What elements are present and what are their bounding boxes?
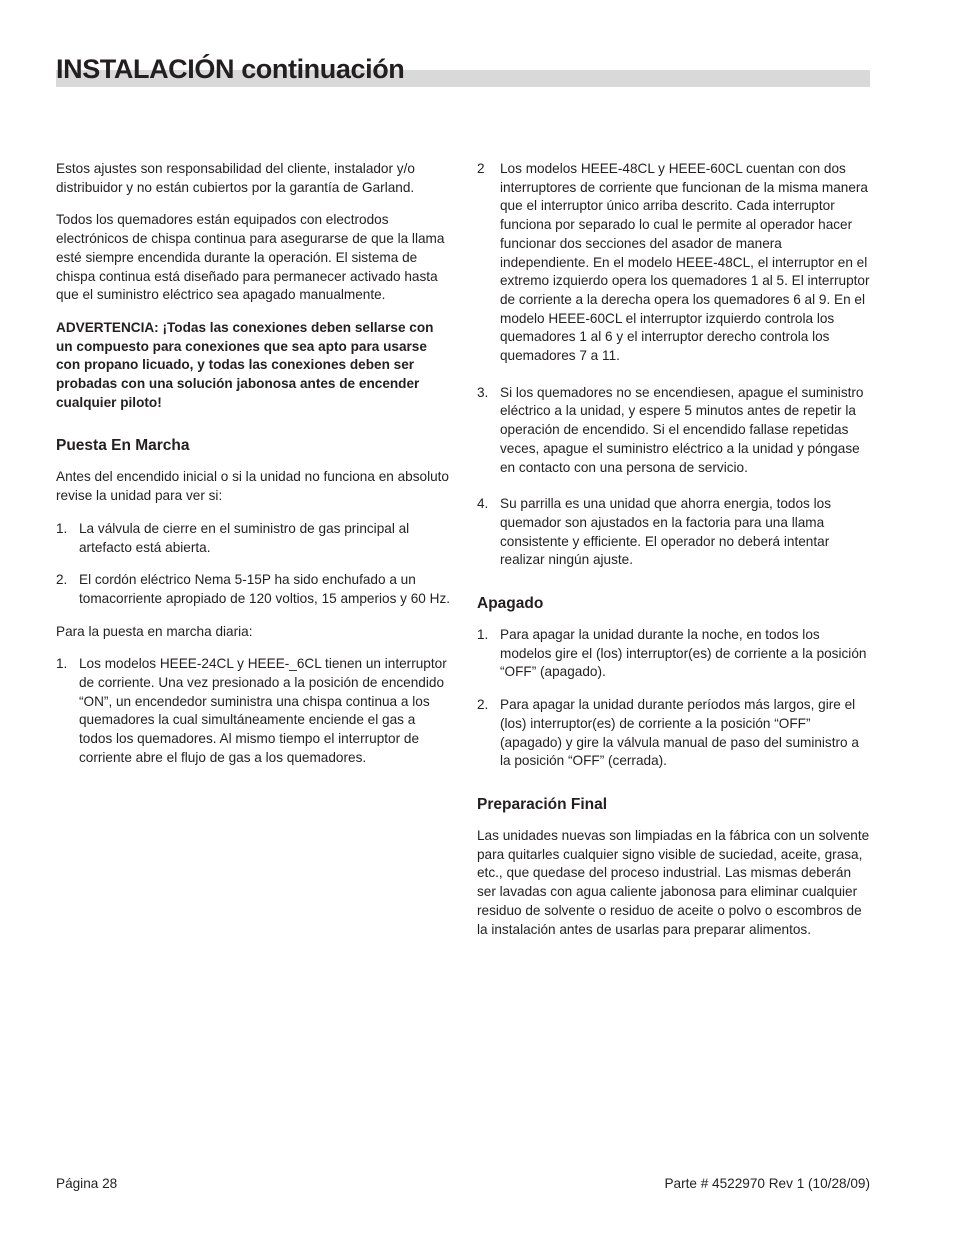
startup-intro: Antes del encendido inicial o si la unidad no funciona en absoluto revise la unidad para ver si: xyxy=(56,469,449,504)
electrodes-paragraph: Todos los quemadores están equipados con electrodos electrónicos de chispa continua para asegurarse de que la llama esté siempre encendida durante la operación. El sistema de chispa continua está diseñado para permanecer activado hasta que el suministro eléctrico sea apagado manualmente. xyxy=(56,212,445,303)
startup-checklist xyxy=(56,520,451,609)
right-column xyxy=(477,160,870,953)
part-number: Parte # 4522970 Rev 1 (10/28/09) xyxy=(664,1176,870,1191)
list-number: 1. xyxy=(56,656,68,672)
list-number: 2. xyxy=(56,572,68,588)
list-text: Para apagar la unidad durante la noche, en todos los modelos gire el (los) interruptor(es) de corriente a la posición “OFF” (apagado). xyxy=(500,627,867,680)
list-item xyxy=(477,160,870,366)
section-title-startup: Puesta En Marcha xyxy=(56,437,190,455)
shutdown-list xyxy=(477,626,870,771)
list-number: 1. xyxy=(477,627,489,643)
list-number: 2. xyxy=(477,697,489,713)
list-text: Los modelos HEEE-48CL y HEEE-60CL cuentan con dos interruptores de corriente que funcionan de la misma manera que el interruptor único arriba descrito. Cada interruptor funciona por separado lo cual le permite al operador hacer funcionar dos secciones del asador de manera independiente. En el modelo HEEE-48CL, el interruptor en el extremo izquierdo opera los quemadores 1 al 5. El interruptor de corriente a la derecha opera los quemadores 6 al 9. En el modelo HEEE-60CL el interruptor izquierdo controla los quemadores 1 al 6 y el interruptor derecho controla los quemadores 7 a 11. xyxy=(500,161,870,364)
list-number: 3. xyxy=(477,384,489,400)
list-number: 1. xyxy=(56,520,68,536)
list-text: La válvula de cierre en el suministro de gas principal al artefacto está abierta. xyxy=(79,520,410,555)
list-text: El cordón eléctrico Nema 5-15P ha sido enchufado a un tomacorriente apropiado de 120 voltios, 15 amperios y 60 Hz. xyxy=(79,572,451,606)
daily-startup-intro: Para la puesta en marcha diaria: xyxy=(56,623,253,639)
list-item xyxy=(477,495,870,570)
daily-startup-list-continued xyxy=(477,160,870,570)
list-item xyxy=(477,696,870,771)
responsibility-paragraph: Estos ajustes son responsabilidad del cliente, instalador y/o distribuidor y no están cubiertos por la garantía de Garland. xyxy=(56,161,415,195)
list-item xyxy=(56,520,451,557)
page-title: INSTALACIÓN continuación xyxy=(56,54,405,84)
list-item xyxy=(477,626,870,682)
section-title-shutdown: Apagado xyxy=(477,595,544,613)
warning-paragraph: ADVERTENCIA: ¡Todas las conexiones deben sellarse con un compuesto para conexiones que sea apto para usarse con propano licuado, y todas las conexiones deben ser probadas con una solución jabonosa antes de encender cualquier piloto! xyxy=(56,319,434,410)
list-text: Si los quemadores no se encendiesen, apague el suministro eléctrico a la unidad, y espere 5 minutos antes de repetir la operación de encendido. Si el encendido fallase repetidas veces, apague el suministro eléctrico a la unidad y póngase en contacto con una persona de servicio. xyxy=(500,384,864,475)
daily-startup-list xyxy=(56,655,451,767)
list-number: 4. xyxy=(477,496,489,512)
page-number: Página 28 xyxy=(56,1176,118,1191)
list-text: Su parrilla es una unidad que ahorra energia, todos los quemador son ajustados en la factoria para una llama consistente y efficiente. El operador no deberá intentar realizar ningún ajuste. xyxy=(500,496,832,568)
list-item xyxy=(56,655,451,767)
list-text: Para apagar la unidad durante períodos más largos, gire el (los) interruptor(es) de corriente a la posición “OFF” (apagado) y gire la válvula manual de paso del suministro a la posición “OFF” (cerrada). xyxy=(500,697,859,769)
list-item xyxy=(56,571,451,608)
list-number: 2 xyxy=(477,161,485,176)
left-column xyxy=(56,160,451,782)
section-title-final-prep: Preparación Final xyxy=(477,795,608,813)
list-item xyxy=(477,384,870,478)
final-prep-paragraph: Las unidades nuevas son limpiadas en la fábrica con un solvente para quitarles cualquier signo visible de suciedad, aceite, grasa, etc., que quedase del proceso industrial. Las mismas deberán ser lavadas con agua caliente jabonosa para eliminar cualquier residuo de solvente o residuo de aceite o polvo o escombros de la instalación antes de usarlas para preparar alimentos. xyxy=(477,827,870,937)
list-text: Los modelos HEEE-24CL y HEEE-_6CL tienen un interruptor de corriente. Una vez presionado a la posición de encendido “ON”, un encendedor suministra una chispa continua a los quemadores la cual simultáneamente enciende el gas a todos los quemadores. Al mismo tiempo el interruptor de corriente abre el flujo de gas a los quemadores. xyxy=(79,656,447,765)
